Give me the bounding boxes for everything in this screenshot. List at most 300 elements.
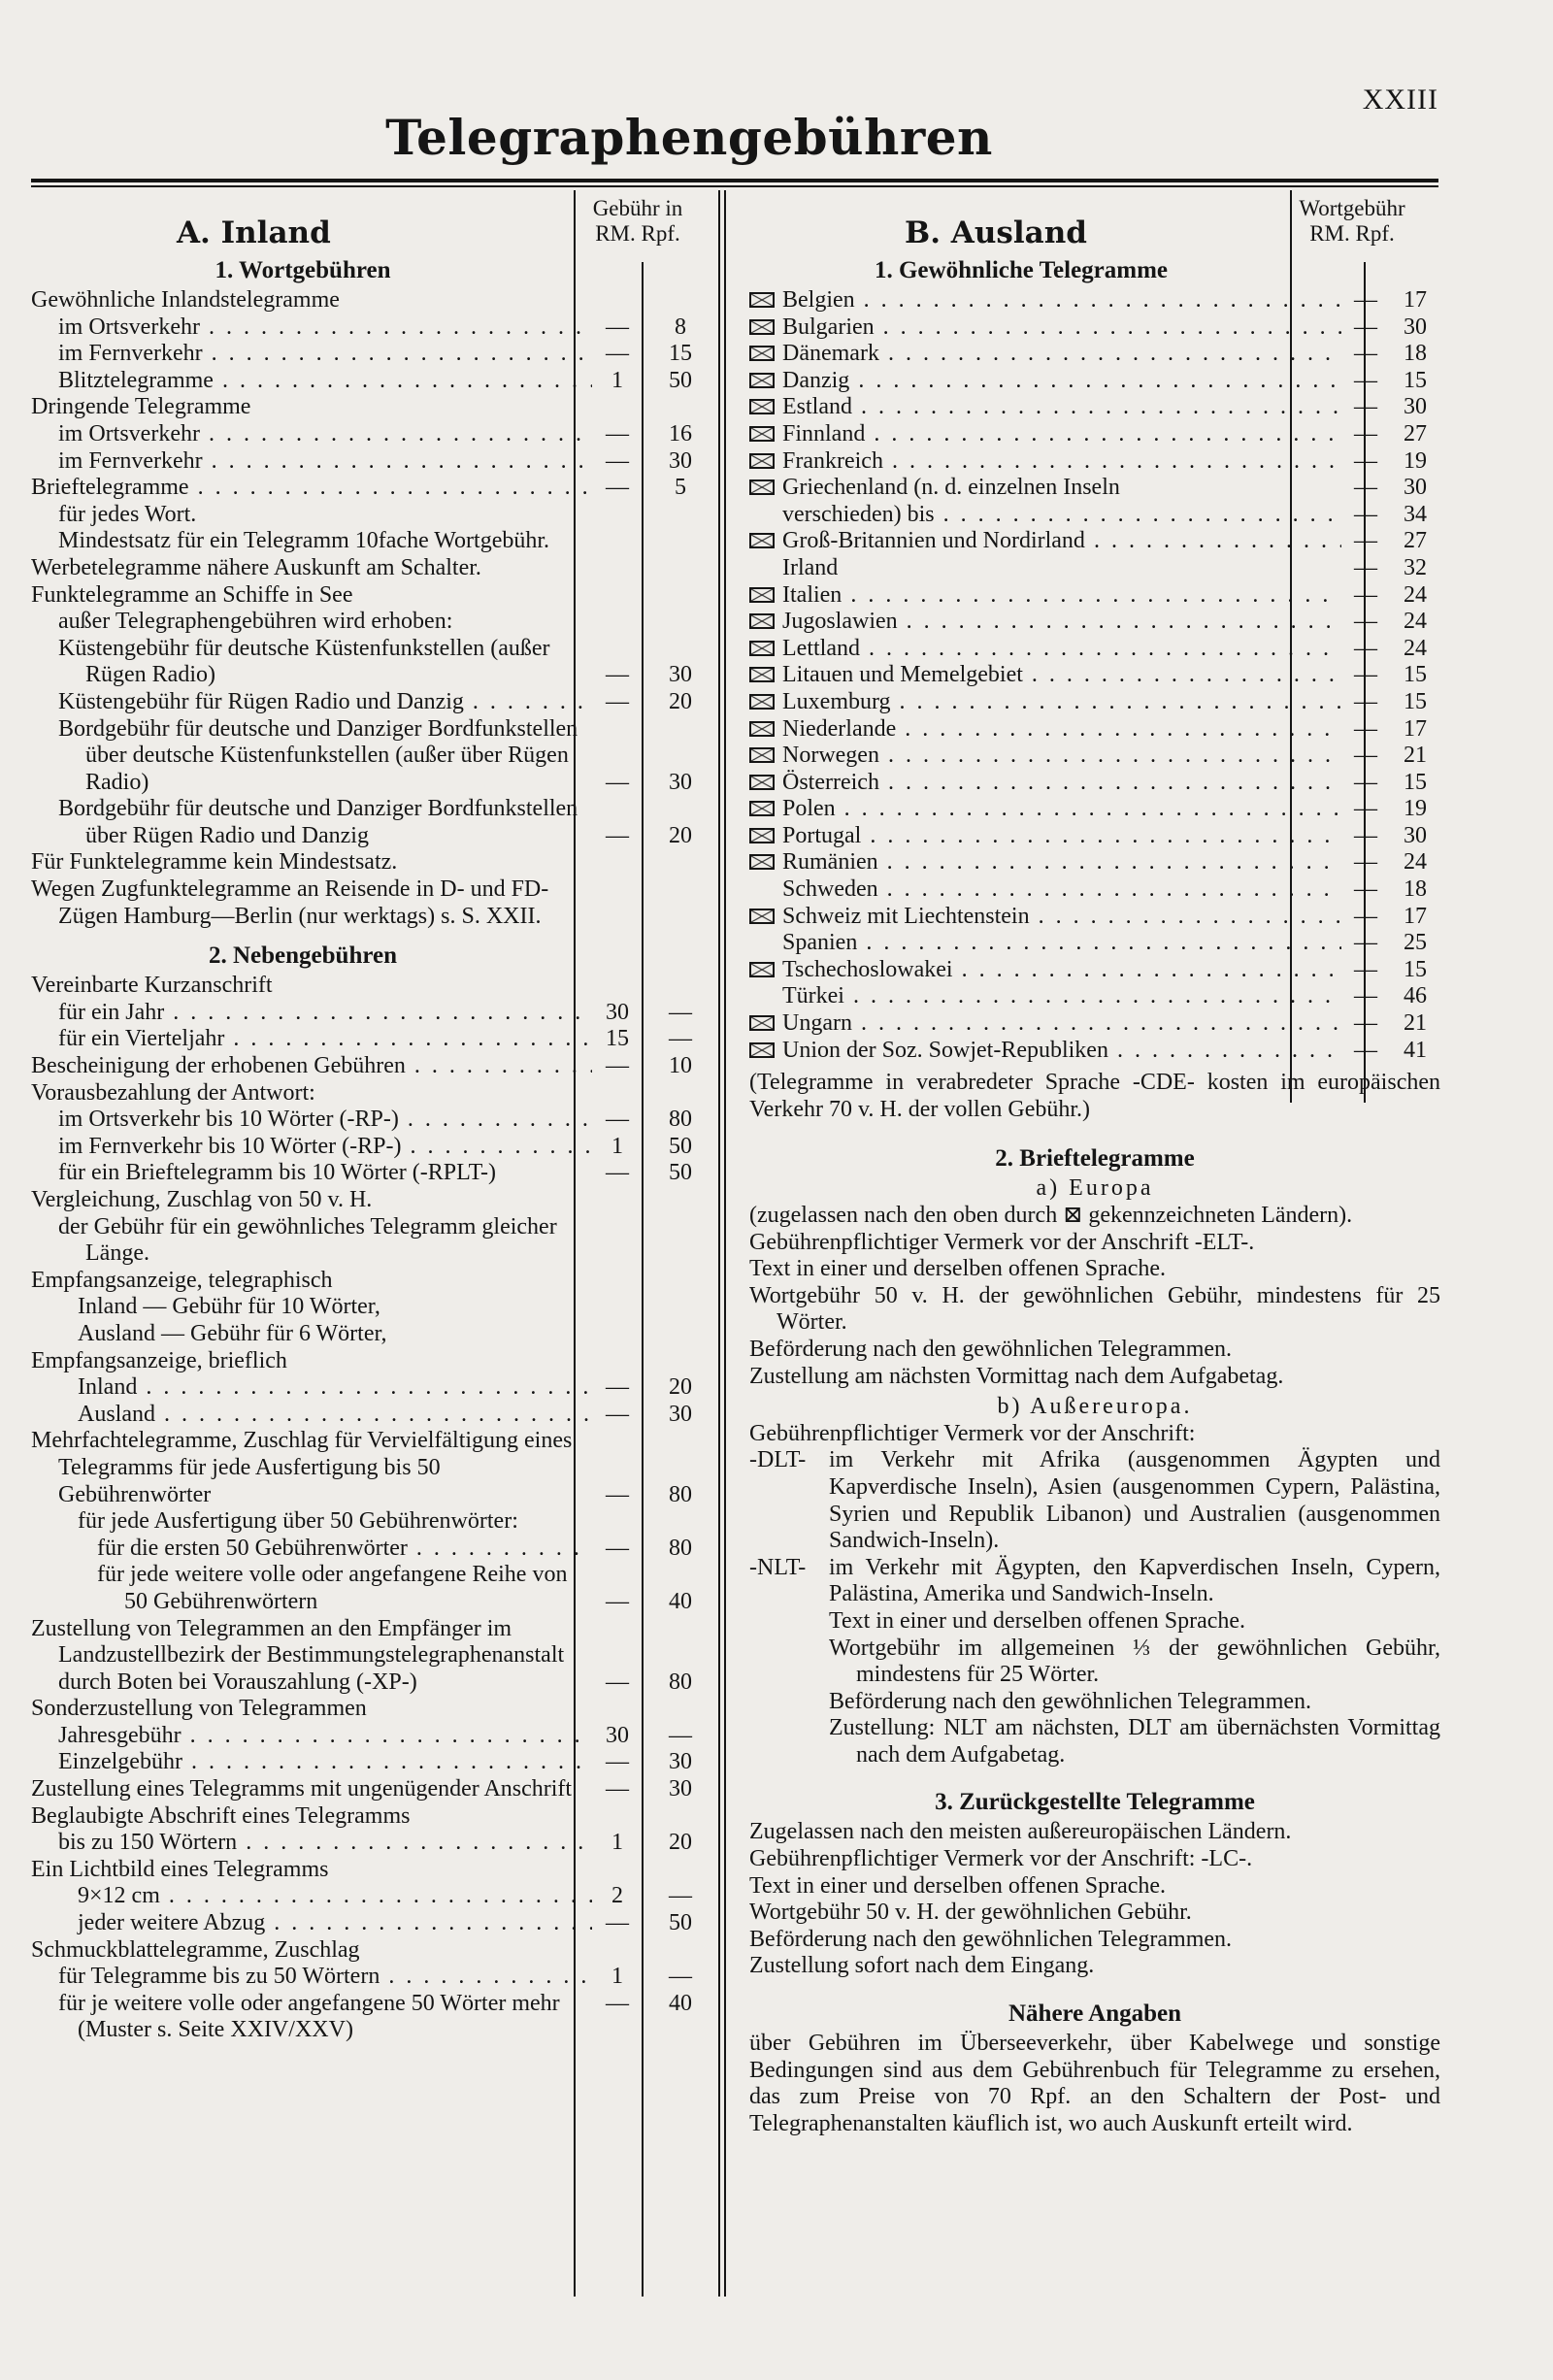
fee-row-label: für ein Jahr . . . [31,1000,592,1027]
inland-fee-header: Gebühr in RM. Rpf. [592,196,683,246]
country-rpf: 34 [1404,501,1427,527]
fee-row [31,1749,718,1776]
brieftelegramm-mark-icon [749,613,775,629]
fee-row [31,1374,718,1402]
country-row [749,528,1440,555]
paragraph: Zustellung: NLT am nächsten, DLT am übernächsten Vormittag nach dem Aufgabetag. [829,1715,1440,1768]
fee-row-rpf: 50 [669,1160,692,1186]
paragraph: Zustellung am nächsten Vormittag nach dem Aufgabetag. [749,1363,1284,1389]
country-name: Luxemburg [782,688,891,714]
fee-row [31,368,718,395]
fee-row [31,689,718,716]
paragraph: (zugelassen nach den oben durch ⊠ gekennzeichneten Ländern). [749,1203,1353,1228]
brieftelegramm-mark-icon [749,1042,775,1058]
country-row [749,582,1440,610]
country-rm: — [1354,956,1377,982]
country-row [749,448,1440,476]
fee-row [31,1080,718,1107]
fee-row [31,1508,718,1536]
brieftelegramm-mark-icon [749,747,775,763]
fee-row-label: Schmuckblattelegramme, Zuschlag [31,1936,360,1963]
country-name: Danzig [782,367,850,393]
country-rpf: 15 [1404,769,1427,795]
paragraph: Text in einer und derselben offenen Sprache. [829,1607,1246,1634]
fee-row-label: Bordgebühr für deutsche und Danziger Bordfunkstellen über Rügen Radio und Danzig [58,796,578,848]
page-title: Telegraphengebühren [385,109,993,166]
fee-row [31,1991,718,2018]
cde-note: (Telegramme in verabredeter Sprache -CDE- kosten im europäischen Verkehr 70 v. H. der vollen Gebühr.) [749,1070,1440,1122]
fee-row-rpf: 8 [675,314,686,340]
ausland-header [749,190,1440,254]
fee-row [31,716,718,797]
ausland-heading: B. Ausland [905,215,1087,250]
dlt-text: im Verkehr mit Afrika (ausgenommen Ägypten und Kapverdische Inseln), Asien (ausgenommen Cypern, Palästina, Syrien und Republik Libanon) und Australien (ausgenommen Sandwich-Inseln). [829,1447,1440,1554]
country-rpf: 27 [1404,420,1427,446]
country-rm: — [1354,367,1377,393]
fee-row-rm: — [606,1669,629,1695]
fee-row [31,448,718,476]
fee-row-rpf: 30 [669,1776,692,1802]
country-name: Dänemark [782,341,879,367]
fee-row-rpf: 80 [669,1107,692,1133]
fee-row-label: Funktelegramme an Schiffe in See [31,581,353,608]
fee-row-label: für Telegramme bis zu 50 Wörtern . . . [31,1964,592,1991]
country-rpf: 30 [1404,314,1427,340]
country-name: Portugal [782,822,862,848]
country-name: Niederlande [782,715,897,742]
fee-row [31,421,718,448]
country-rpf: 24 [1404,849,1427,876]
fee-row-rm: 1 [611,1830,623,1856]
europa-heading: a) Europa [1036,1175,1154,1202]
fee-row-label: Ein Lichtbild eines Telegramms [31,1856,329,1882]
fee-row-rm: — [606,688,629,714]
country-name: Italien [782,581,843,608]
country-rm: — [1354,581,1377,608]
country-rpf: 17 [1404,903,1427,929]
naehere-angaben-text: über Gebühren im Überseeverkehr, über Kabelwege und sonstige Bedingungen sind aus dem Gebührenbuch für Telegramme zu ersehen, das zum Preise von 70 Rpf. an den Schaltern der Post- und Telegraphenanstalten käuflich ist, wo auch Auskunft erteilt wird. [749,2031,1440,2136]
paragraph: Beförderung nach den gewöhnlichen Telegrammen. [749,1926,1233,1952]
fee-row-rpf: — [669,1722,692,1748]
inland-fee-list [31,287,718,930]
brieftelegramm-mark-icon [749,641,775,656]
country-row [749,823,1440,850]
fee-row-rm: — [606,1588,629,1614]
fee-row-label: Inland — Gebühr für 10 Wörter, [78,1294,380,1320]
fee-row [31,1776,718,1803]
fee-row [31,1268,718,1295]
top-rule [31,179,1438,182]
country-name: Griechenland (n. d. einzelnen Inseln [782,475,1120,501]
fee-row-rm: — [606,1910,629,1936]
fee-row-rm: — [606,475,629,501]
country-fee-list [749,287,1440,1064]
country-rpf: 18 [1404,876,1427,903]
fee-row-label: 9×12 cm . . . [31,1883,592,1910]
country-name: Schweden [782,876,878,903]
ausland-section-naehere-angaben: Nähere Angaben [1008,2000,1182,2028]
country-row [749,904,1440,931]
country-rm: — [1354,662,1377,688]
country-name: Rumänien [782,849,878,876]
fee-row-label: für jede weitere volle oder angefangene Reihe von 50 Gebührenwörtern [97,1562,568,1614]
fee-row-rpf: 16 [669,420,692,446]
brieftelegramm-mark-icon [749,292,775,308]
fee-row-rpf: 30 [669,447,692,474]
fee-row-label: Küstengebühr für Rügen Radio und Danzig . . . [31,689,592,716]
fee-row-label: Brieftelegramme . . . [31,475,592,502]
fee-row [31,1134,718,1161]
paragraph: Zugelassen nach den meisten außereuropäischen Ländern. [749,1819,1292,1845]
fee-row-label: Sonderzustellung von Telegrammen [31,1696,367,1722]
fee-row [31,502,718,529]
fee-row-label: Mindestsatz für ein Telegramm 10fache Wortgebühr. [58,528,550,554]
fee-row-label: im Fernverkehr bis 10 Wörter (-RP-) . . . [31,1134,592,1161]
country-rpf: 32 [1404,554,1427,580]
fee-row-label: Ausland — Gebühr für 6 Wörter, [78,1320,387,1346]
fee-row-label: im Ortsverkehr . . . [31,421,592,448]
fee-row-label: im Ortsverkehr bis 10 Wörter (-RP-) . . . [31,1107,592,1134]
fee-row-label: Beglaubigte Abschrift eines Telegramms [31,1802,411,1829]
country-name: Bulgarien [782,314,875,340]
brieftelegramm-mark-icon [749,479,775,495]
fee-row-label: im Ortsverkehr . . . [31,314,592,342]
country-rpf: 30 [1404,822,1427,848]
country-row [749,368,1440,395]
inland-heading: A. Inland [177,215,331,250]
fee-row [31,876,718,930]
country-name: Türkei [782,983,844,1009]
fee-row-rm: — [606,341,629,367]
fee-row [31,1000,718,1027]
fee-row [31,287,718,314]
brieftelegramm-mark-icon [749,373,775,388]
country-row [749,475,1440,502]
fee-row-label: für jedes Wort. [58,501,197,527]
country-rm: — [1354,903,1377,929]
country-rm: — [1354,341,1377,367]
fee-row [31,1562,718,1615]
country-name: Norwegen [782,743,879,769]
fee-row-rpf: 30 [669,1749,692,1775]
fee-row-label: der Gebühr für ein gewöhnliches Telegramm gleicher Länge. [58,1213,557,1267]
fee-row-label: bis zu 150 Wörtern . . . [31,1830,592,1857]
fee-row-rpf: 50 [669,1133,692,1159]
fee-row [31,1428,718,1508]
paragraph: Zustellung sofort nach dem Eingang. [749,1953,1095,1979]
country-name: Tschechoslowakei [782,956,953,982]
paragraph: Text in einer und derselben offenen Sprache. [749,1256,1167,1282]
country-rm: — [1354,447,1377,474]
ausland-section-gewoehnliche: 1. Gewöhnliche Telegramme [874,257,1169,283]
fee-row-rpf: — [669,1026,692,1052]
fee-row-rpf: — [669,1883,692,1909]
country-row [749,796,1440,823]
country-name: Estland [782,394,852,420]
fee-row [31,1857,718,1884]
brieftelegramm-mark-icon [749,587,775,603]
fee-row [31,341,718,368]
paragraph: Text in einer und derselben offenen Sprache. [749,1872,1167,1899]
country-rpf: 30 [1404,475,1427,501]
brieftelegramm-mark-icon [749,801,775,816]
fee-row [31,1616,718,1697]
country-rpf: 24 [1404,609,1427,635]
country-rm: — [1354,743,1377,769]
fee-row-label: jeder weitere Abzug . . . [31,1910,592,1937]
fee-row-rm: — [606,1374,629,1401]
dlt-label: -DLT- [749,1447,807,1473]
country-rpf: 15 [1404,688,1427,714]
fee-row [31,1723,718,1750]
column-separator-right [724,190,726,2297]
country-rpf: 19 [1404,796,1427,822]
fee-row-rm: — [606,1535,629,1561]
country-rpf: 15 [1404,367,1427,393]
country-rpf: 15 [1404,662,1427,688]
fee-row-rpf: 40 [669,1990,692,2016]
country-name: Spanien [782,930,858,956]
country-name: Ungarn [782,1010,852,1037]
fee-row-rpf: 80 [669,1481,692,1507]
country-name: Irland [782,554,839,580]
country-row [749,689,1440,716]
country-name: Finnland [782,420,866,446]
country-row [749,609,1440,636]
country-rm: — [1354,688,1377,714]
fee-row-rpf: 10 [669,1053,692,1079]
country-row [749,743,1440,770]
fee-row-label: Empfangsanzeige, brieflich [31,1347,287,1373]
top-rule-thin [31,185,1438,187]
fee-row-rm: — [606,314,629,340]
fee-row [31,475,718,502]
country-row [749,287,1440,314]
fee-row-label: Mehrfachtelegramme, Zuschlag für Vervielfältigung eines Telegramms für jede Ausfertigung bis 50 Gebührenwörter [31,1428,573,1507]
country-name: Polen [782,796,836,822]
country-rpf: 30 [1404,394,1427,420]
country-row [749,930,1440,957]
paragraph: Beförderung nach den gewöhnlichen Telegrammen. [829,1688,1312,1714]
paragraph: Wortgebühr im allgemeinen ⅓ der gewöhnlichen Gebühr, mindestens für 25 Wörter. [829,1635,1440,1688]
fee-row-rm: — [606,1990,629,2016]
country-name: verschieden) bis [782,501,935,527]
country-rm: — [1354,715,1377,742]
fee-row-rm: — [606,1481,629,1507]
fee-row [31,1107,718,1134]
fee-row [31,1348,718,1375]
fee-row [31,1830,718,1857]
fee-row-rm: — [606,822,629,848]
country-row [749,770,1440,797]
fee-row-rm: — [606,1401,629,1427]
fee-row [31,1883,718,1910]
fee-row [31,582,718,610]
fee-row-rpf: — [669,999,692,1025]
country-row [749,876,1440,904]
fee-row-rm: — [606,1776,629,1802]
country-rpf: 24 [1404,635,1427,661]
paragraph: Wortgebühr 50 v. H. der gewöhnlichen Gebühr. [749,1900,1192,1926]
fee-row-rpf: 50 [669,367,692,393]
fee-row-label: Bordgebühr für deutsche und Danziger Bordfunkstellen über deutsche Küstenfunkstellen (außer über Rügen Radio) [58,715,578,795]
fee-row-rpf: 80 [669,1669,692,1695]
country-rm: — [1354,849,1377,876]
fee-row [31,1910,718,1937]
fee-row [31,1214,718,1268]
country-row [749,341,1440,368]
fee-row-rm: — [606,1160,629,1186]
fee-row [31,1803,718,1831]
country-rpf: 41 [1404,1037,1427,1063]
fee-row-label: im Fernverkehr . . . [31,448,592,476]
fee-row-label: Vereinbarte Kurzanschrift [31,973,273,999]
brieftelegramm-mark-icon [749,854,775,870]
fee-row-rpf: 20 [669,822,692,848]
country-name: Groß-Britannien und Nordirland [782,528,1085,554]
country-rpf: 24 [1404,581,1427,608]
fee-row-rpf: 50 [669,1910,692,1936]
country-rm: — [1354,983,1377,1009]
country-row [749,1038,1440,1065]
fee-row-label: Ausland . . . [31,1402,592,1429]
fee-row-label: Inland . . . [31,1374,592,1402]
country-rpf: 17 [1404,287,1427,313]
brieftelegramm-mark-icon [749,721,775,737]
fee-row-rm: — [606,420,629,446]
fee-row-label: Vorausbezahlung der Antwort: [31,1079,315,1106]
nlt-label: -NLT- [749,1554,807,1580]
country-rm: — [1354,822,1377,848]
fee-row-label: Küstengebühr für deutsche Küstenfunkstellen (außer Rügen Radio) [58,635,550,688]
fee-row-label: Zustellung von Telegrammen an den Empfänger im Landzustellbezirk der Bestimmungstelegraphenanstalt durch Boten bei Vorauszahlung (-XP-) [31,1615,565,1695]
country-rpf: 21 [1404,1010,1427,1037]
fee-row [31,636,718,689]
country-row [749,1010,1440,1038]
country-rm: — [1354,930,1377,956]
country-rm: — [1354,314,1377,340]
country-rm: — [1354,1010,1377,1037]
fee-row [31,1937,718,1965]
brieftelegramm-mark-icon [749,453,775,469]
fee-row-rpf: 20 [669,1830,692,1856]
fee-row [31,1053,718,1080]
fee-row [31,1696,718,1723]
fee-row [31,1964,718,1991]
fee-row-label: Vergleichung, Zuschlag von 50 v. H. [31,1187,373,1212]
fee-row-label: für ein Vierteljahr . . . [31,1026,592,1053]
fee-row-rm: — [606,769,629,795]
country-rm: — [1354,609,1377,635]
nlt-text: im Verkehr mit Ägypten, den Kapverdischen Inseln, Cypern, Palästina, Amerika und Sandwich-Inseln. [829,1554,1440,1607]
country-name: Union der Soz. Sowjet-Republiken [782,1037,1108,1063]
country-rm: — [1354,796,1377,822]
brieftelegramm-mark-icon [749,694,775,710]
country-row [749,983,1440,1010]
fee-row-rm: 1 [611,1133,623,1159]
fee-row-rm: 1 [611,367,623,393]
country-row [749,662,1440,689]
country-row [749,555,1440,582]
fee-row-label: Zustellung eines Telegramms mit ungenügender Anschrift [31,1776,573,1802]
inland-fee-list-2 [31,973,718,2044]
country-rpf: 27 [1404,528,1427,554]
fee-row-label: Empfangsanzeige, telegraphisch [31,1267,333,1293]
country-name: Frankreich [782,447,883,474]
fee-row-label: Gewöhnliche Inlandstelegramme [31,287,340,313]
fee-row [31,1536,718,1563]
fee-row-rpf: 40 [669,1588,692,1614]
fee-row-rm: — [606,1053,629,1079]
fee-row [31,849,718,876]
country-row [749,314,1440,342]
fee-row-label: Wegen Zugfunktelegramme an Reisende in D- und FD-Zügen Hamburg—Berlin (nur werktags) s. S. XXII. [31,876,549,929]
brieftelegramm-mark-icon [749,319,775,335]
fee-row-label: außer Telegraphengebühren wird erhoben: [58,609,453,635]
fee-row [31,2017,718,2044]
fee-row [31,1026,718,1053]
fee-row-rm: 30 [606,1722,629,1748]
fee-row-label: Einzelgebühr . . . [31,1749,592,1776]
fee-row-rm: 2 [611,1883,623,1909]
country-rpf: 17 [1404,715,1427,742]
fee-row [31,314,718,342]
fee-row [31,609,718,636]
inland-header [31,190,718,254]
fee-row-rpf: 15 [669,341,692,367]
dlt-entry [749,1447,1440,1554]
ausland-fee-header: Wortgebühr RM. Rpf. [1299,196,1405,246]
fee-row [31,1321,718,1348]
fee-row-rm: — [606,447,629,474]
country-rpf: 18 [1404,341,1427,367]
country-name: Österreich [782,769,879,795]
country-rm: — [1354,528,1377,554]
brieftelegramm-mark-icon [749,1015,775,1031]
brieftelegramm-mark-icon [749,828,775,843]
ausland-section-brieftelegramme: 2. Brieftelegramme [995,1145,1195,1173]
zurueckgestellte-paragraphs [749,1819,1440,1980]
fee-row-rm: 15 [606,1026,629,1052]
fee-row-label: Dringende Telegramme [31,394,251,420]
fee-row [31,528,718,555]
paragraph: Gebührenpflichtiger Vermerk vor der Anschrift -ELT-. [749,1229,1255,1255]
inland-section-nebengebuehren: 2. Nebengebühren [208,942,397,970]
fee-row-label: im Fernverkehr . . . [31,341,592,368]
inland-column [31,190,718,2044]
fee-row [31,1294,718,1321]
country-row [749,849,1440,876]
paragraph: Gebührenpflichtiger Vermerk vor der Anschrift: -LC-. [749,1846,1253,1872]
fee-row [31,1402,718,1429]
fee-row-rpf: — [669,1964,692,1990]
country-rm: — [1354,475,1377,501]
fee-row-rpf: 30 [669,1401,692,1427]
fee-row-label: für jede Ausfertigung über 50 Gebührenwörter: [78,1508,518,1535]
fee-row [31,1160,718,1187]
brieftelegramm-mark-icon [749,426,775,442]
country-name: Lettland [782,635,860,661]
brieftelegramm-mark-icon [749,775,775,790]
fee-row-label: für die ersten 50 Gebührenwörter . . . [31,1536,592,1563]
country-rm: — [1354,1037,1377,1063]
country-rm: — [1354,876,1377,903]
country-rpf: 21 [1404,743,1427,769]
fee-row [31,796,718,849]
country-name: Jugoslawien [782,609,898,635]
country-rm: — [1354,769,1377,795]
fee-row-rm: — [606,1107,629,1133]
